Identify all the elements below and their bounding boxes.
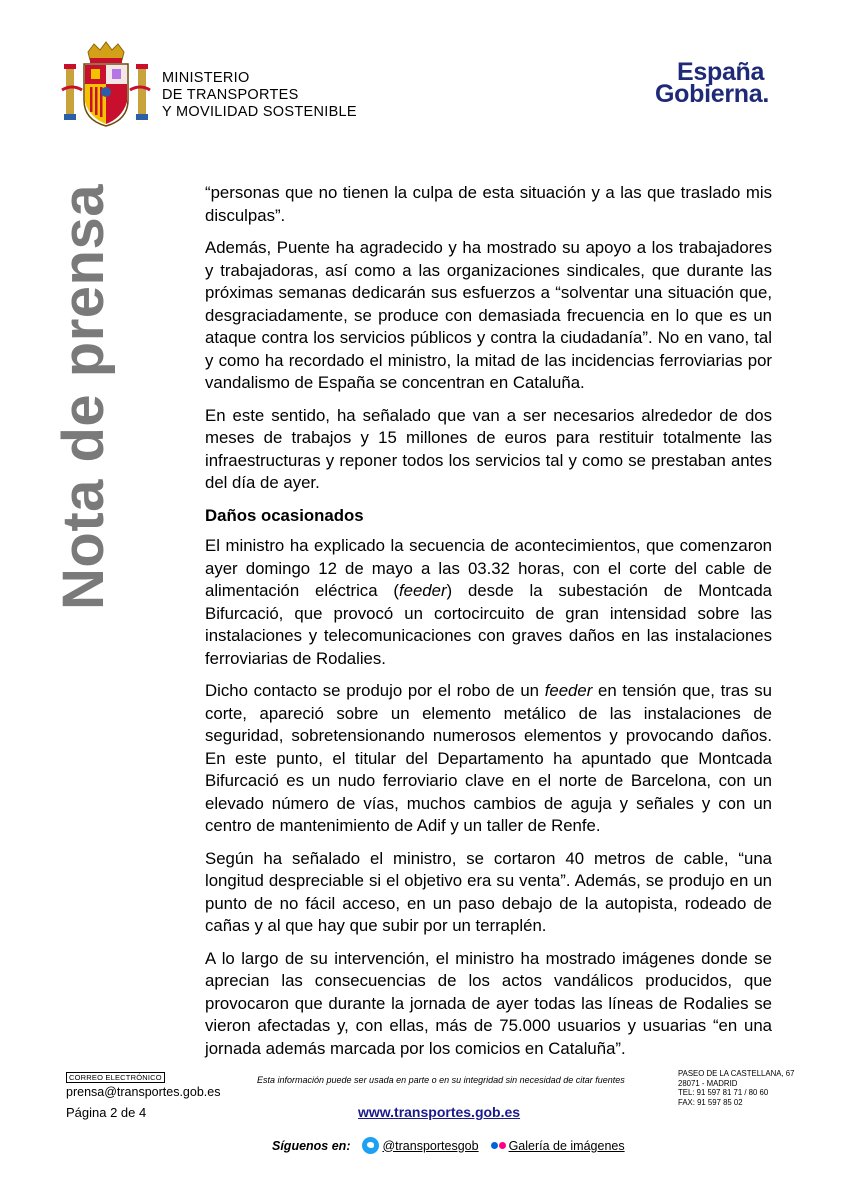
contact-email[interactable]: prensa@transportes.gob.es — [66, 1085, 221, 1099]
ministry-line-2: DE TRANSPORTES — [162, 87, 299, 103]
paragraph-5 — [205, 680, 772, 838]
paragraph-3: En este sentido, ha señalado que van a ser necesarios alrededor de dos meses de trabajos y 15 millones de euros para restituir totalmente las infraestructuras y reponer todos los servicios tal y como se prestaban antes del día de ayer. — [205, 405, 772, 492]
ministry-line-1: MINISTERIO — [162, 70, 250, 86]
paragraph-5-emphasis: feeder — [544, 681, 593, 700]
gallery-link[interactable]: Galería de imágenes — [508, 1138, 625, 1153]
paragraph-6: Según ha señalado el ministro, se cortaron 40 metros de cable, “una longitud despreciable si el objetivo era su venta”. Además, se produjo en un punto de no fácil acceso, en un paso debajo de la autopista, rodeado de cañas y al que hay que subir por un terraplén. — [205, 848, 772, 935]
brand-line-1: España — [677, 58, 765, 86]
social-bar — [272, 1137, 625, 1154]
paragraph-4 — [205, 535, 772, 670]
address-line-1: PASEO DE LA CASTELLANA, 67 — [678, 1069, 795, 1078]
side-label-text: Nota de prensa — [51, 184, 116, 610]
twitter-link[interactable]: @transportesgob — [382, 1138, 479, 1153]
follow-label: Síguenos en: — [272, 1138, 351, 1153]
paragraph-4-emphasis: feeder — [398, 581, 447, 600]
paragraph-1: “personas que no tienen la culpa de esta situación y a las que traslado mis disculpas”. — [205, 183, 772, 225]
address-line-2: 28071 - MADRID — [678, 1078, 738, 1088]
website-link[interactable]: www.transportes.gob.es — [358, 1104, 521, 1120]
email-label: CORREO ELECTRÓNICO — [66, 1072, 165, 1083]
paragraph-4-part-b: ) desde la subestación de Montcada Bifurcació, que provocó un cortocircuito de gran intensidad sobre las instalaciones y telecomunicaciones con graves daños en las instalaciones ferroviarias de Rodalies. — [205, 581, 772, 668]
brand-line-2: Gobierna. — [655, 80, 769, 108]
paragraph-7: A lo largo de su intervención, el ministro ha mostrado imágenes donde se aprecian las consecuencias de los actos vandálicos producidos, que provocaron que durante la jornada de ayer todas las líneas de Rodalies se vieron afectadas y, con ellas, más de 75.000 usuarios y usuarias “en una jornada además marcada por los comicios en Cataluña”. — [205, 948, 772, 1058]
page-number: Página 2 de 4 — [66, 1105, 147, 1120]
ministry-name — [162, 70, 357, 121]
address-block — [678, 1069, 794, 1107]
paragraph-4-part-a: El ministro ha explicado la secuencia de acontecimientos, que comenzaron ayer domingo 12 de mayo a las 03.32 horas, con el corte del cable de alimentación eléctrica ( — [205, 536, 772, 600]
ministry-line-3: Y MOVILIDAD SOSTENIBLE — [162, 104, 357, 120]
paragraph-5-part-b: en tensión que, tras su corte, apareció sobre un elemento metálico de las instalaciones de seguridad, sobretensionando numerosos elementos y provocando daños. En este punto, el titular del Departamento ha apuntado que Montcada Bifurcació es un nudo ferroviario clave en el norte de Barcelona, con un elevado número de vías, muchos cambios de aguja y señales y con un centro de mantenimiento de Adif y un taller de Renfe. — [205, 681, 772, 835]
address-line-4: FAX: 91 597 85 02 — [678, 1097, 743, 1107]
paragraph-5-part-a: Dicho contacto se produjo por el robo de un — [205, 681, 545, 700]
twitter-icon[interactable] — [362, 1137, 379, 1154]
press-release-body — [205, 182, 772, 1070]
usage-notice: Esta información puede ser usada en parte o en su integridad sin necesidad de citar fuentes — [257, 1075, 625, 1085]
section-heading: Daños ocasionados — [205, 505, 364, 525]
address-line-3: TEL: 91 597 81 71 / 80 60 — [678, 1088, 769, 1097]
paragraph-2: Además, Puente ha agradecido y ha mostrado su apoyo a los trabajadores y trabajadoras, así como a las organizaciones sindicales, que durante las próximas semanas dedicarán sus esfuerzos a “solventar una situación que, desgraciadamente, se produce con demasiada frecuencia en lo que es un ataque contra los servicios públicos y contra la ciudadanía”. No en vano, tal y como ha recordado el ministro, la mitad de las incidencias ferroviarias por vandalismo de España se concentran en Cataluña. — [205, 238, 772, 392]
coat-of-arms-logo — [60, 40, 152, 132]
flickr-icon[interactable] — [491, 1142, 507, 1149]
